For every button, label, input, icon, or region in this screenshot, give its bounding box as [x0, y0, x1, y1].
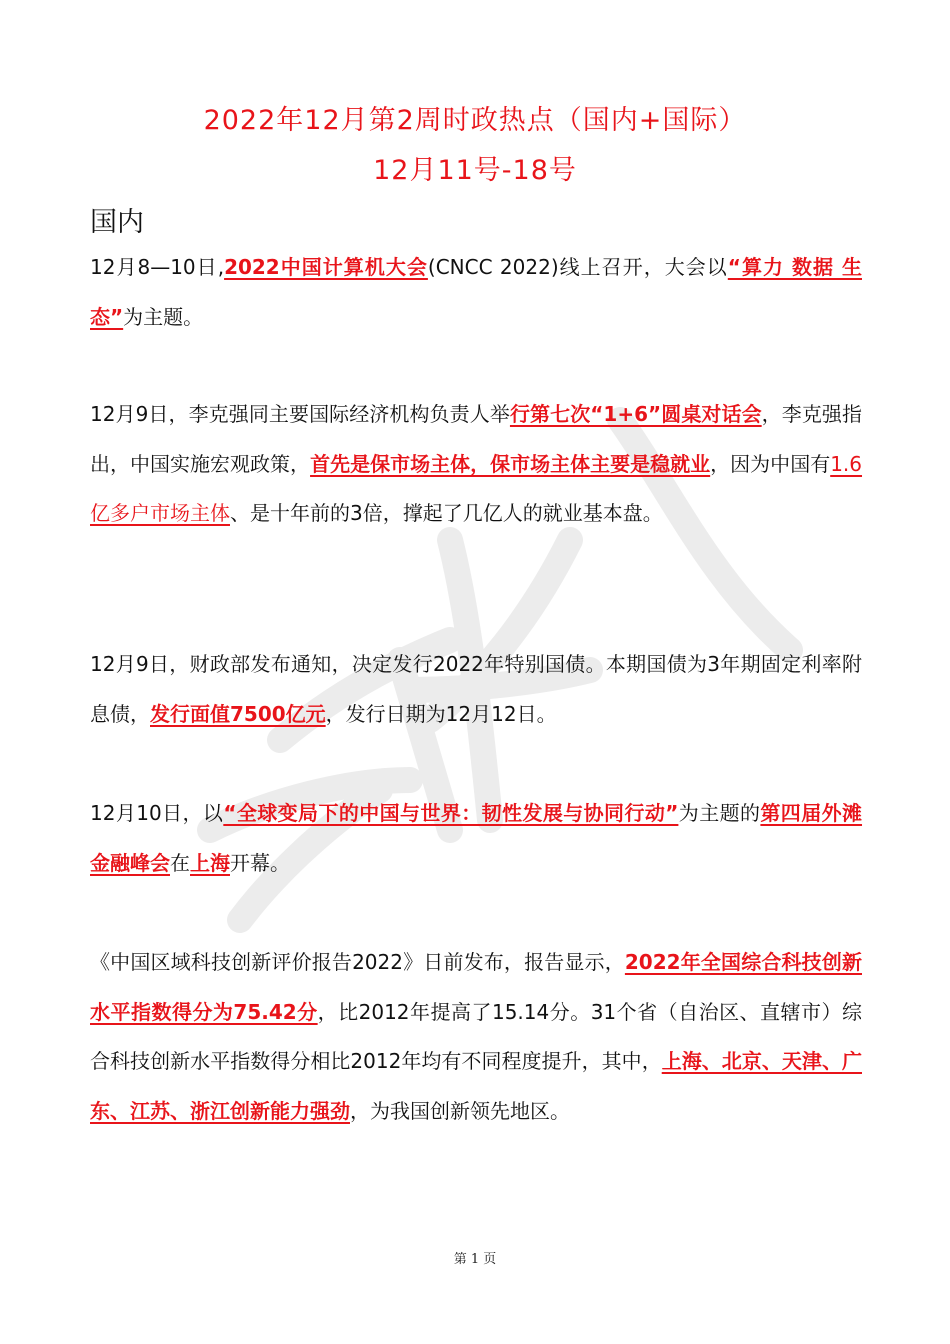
highlighted-text: “算力 数据 生态”	[90, 255, 862, 329]
news-paragraph	[90, 243, 862, 342]
paragraph-text: ，发行日期为12月12日。	[325, 701, 557, 726]
highlighted-text: 发行面值7500亿元	[150, 701, 326, 726]
paragraph-text: ，李克强指出，中国实施宏观政策，	[90, 402, 862, 476]
news-paragraph	[90, 390, 862, 539]
news-paragraph	[90, 938, 862, 1136]
paragraph-text: 《中国区域科技创新评价报告2022》日前发布，报告显示，	[90, 950, 625, 974]
paragraph-text: 开幕。	[230, 850, 290, 875]
news-paragraph	[90, 640, 862, 739]
paragraph-text: 、是十年前的3倍，撑起了几亿人的就业基本盘。	[230, 501, 663, 525]
paragraph-text: 12月9日，财政部发布通知，决定发行2022年特别国债。本期国债为3年期固定利率附息债，	[90, 652, 862, 726]
paragraph-text: 为主题的	[678, 801, 761, 825]
highlighted-text: 上海	[190, 850, 230, 875]
paragraph-text: 为主题。	[123, 304, 204, 329]
highlighted-text: 2022中国计算机大会	[224, 255, 428, 279]
highlighted-text: 1.6亿多户市场主体	[90, 451, 863, 525]
paragraph-text: ，因为中国有	[710, 451, 831, 476]
page-number: 第 1 页	[453, 1252, 497, 1267]
document-date-range: 12月11号-18号	[373, 155, 577, 186]
paragraph-text: ，比2012年提高了15.14分。31个省（自治区、直辖市）综合科技创新水平指数得分相比2012年均有不同程度提升，其中，	[90, 999, 862, 1073]
highlighted-text: 第四届外滩金融峰会	[90, 801, 863, 875]
highlighted-text: 上海、北京、天津、广东、江苏、浙江创新能力强劲	[90, 1049, 862, 1123]
section-heading: 国内	[90, 207, 144, 238]
document-title: 2022年12月第2周时政热点（国内+国际）	[203, 105, 747, 136]
paragraph-text: 12月10日，以	[90, 801, 224, 825]
paragraph-text: 12月8—10日,	[90, 255, 225, 279]
paragraph-text: 12月9日，李克强同主要国际经济机构负责人举	[90, 402, 510, 426]
highlighted-text: 行第七次“1+6”圆桌对话会	[509, 402, 762, 426]
news-paragraph	[90, 789, 862, 888]
highlighted-text: 首先是保市场主体，保市场主体主要是稳就业	[310, 451, 711, 476]
highlighted-text: “全球变局下的中国与世界：韧性发展与协同行动”	[223, 801, 679, 825]
highlighted-text: 2022年全国综合科技创新水平指数得分为75.42分	[90, 950, 862, 1024]
paragraph-text: ，为我国创新领先地区。	[350, 1098, 570, 1123]
paragraph-text: (CNCC 2022)线上召开，大会以	[427, 255, 728, 279]
paragraph-text: 在	[170, 850, 190, 875]
